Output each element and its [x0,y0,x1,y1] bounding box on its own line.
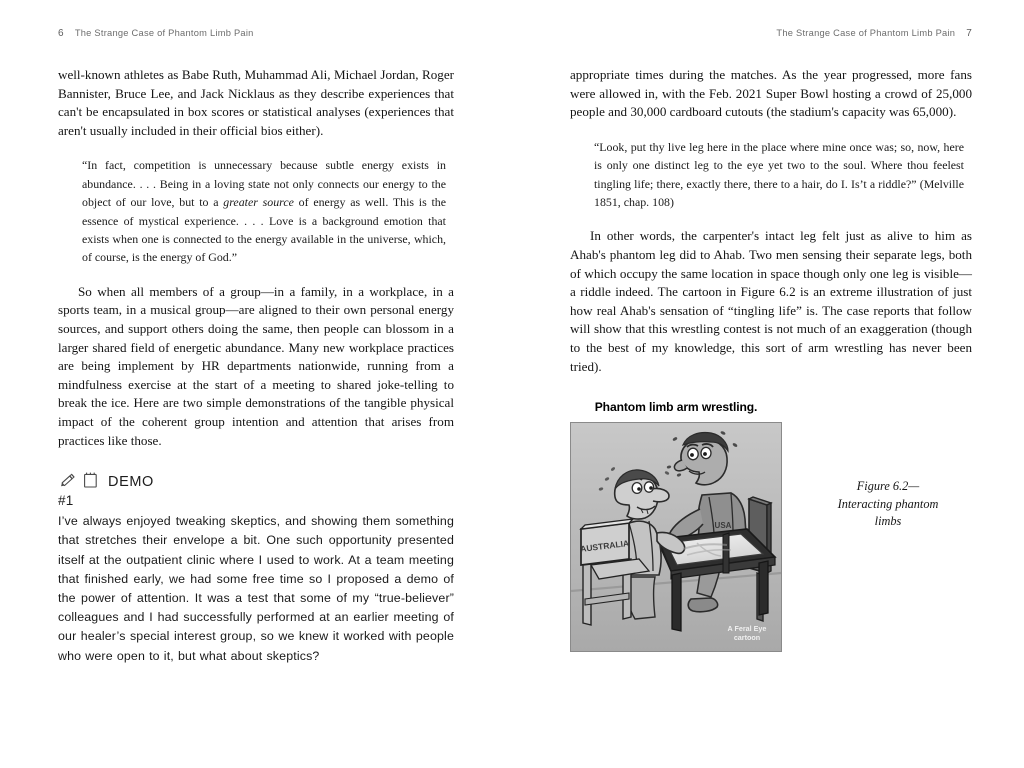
page-right [512,0,1024,768]
blockquote-italic-phrase: greater source [223,195,294,210]
right-paragraph-1: appropriate times during the matches. As the year progressed, more fans were allowed in, with the Feb. 2021 Super Bowl hosting a crowd of 25,000 people and 30,000 cardboard cutouts (the stadium's capacity was 65,000). [570,67,972,120]
folio-right: 7 [966,28,972,39]
running-head-left [58,28,454,44]
folio-left: 6 [58,28,64,39]
figure-6-2 [570,400,972,652]
blockquote-part-2: of energy as well. This is the essence of mystical experience. . . . Love is a background emotion that exists when one is connected to the energy available in the universe, which, of course, is the energy of God.” [82,195,446,265]
caption-line-2: Interacting phantom [837,496,939,511]
caption-line-1: Figure 6.2— [856,479,920,494]
figure-image-column [570,400,782,652]
running-head-title-right: The Strange Case of Phantom Limb Pain [776,28,956,38]
right-paragraph-2: In other words, the carpenter's intact leg felt just as alive to him as Ahab's phantom leg did to Ahab. Two men sensing their separate legs, both of which occupy the same location in space though only one leg is visible—a riddle indeed. The cartoon in Figure 6.2 is an extreme illustration of just how real Ahab's sensation of “tingling life” is. The case reports that follow will show that this wrestling contest is not much of an exaggeration (though to the best of my knowledge, this sort of arm wrestling has never been tried). [570,228,972,374]
shirt-label: USA [714,521,732,531]
signature-line-1: A Feral Eye [727,624,767,634]
demo-body-text: I’ve always enjoyed tweaking skeptics, and showing them something that stretches their envelope a bit. One such opportunity presented itself at the outpatient clinic where I used to work. At a team meeting that finished early, we had some free time so I proposed a demo of the power of attention. It was a test that some of my “true-believer” colleagues and I had successfully performed at an earlier meeting of our healer’s special interest group, so we knew it worked with people who were open to it, but what about skeptics? [58,514,454,663]
running-head-title-left: The Strange Case of Phantom Limb Pain [74,28,254,38]
right-blockquote: “Look, put thy live leg here in the place where mine once was; so, now, here is only one distinct leg to the eye yet two to the soul. Where thou feelest tingling life; there, exactly there, there to a hair, do I. Is’t a riddle?” (Melville 1851, chap. 108) [594,139,964,209]
caption-line-3: limbs [874,514,902,529]
demo-header [58,472,454,492]
demo-number: #1 [58,493,74,509]
cartoon-illustration [571,423,781,651]
notepad-icon [83,471,98,494]
running-head-right [570,28,972,44]
left-blockquote [82,156,446,266]
cartoon-image [570,422,782,652]
pencil-icon [58,471,78,494]
demo-label: DEMO [108,474,154,491]
left-paragraph-2: So when all members of a group—in a family, in a workplace, in a sports team, in a musical group—are aligned to their own personal energy sources, and support others doing the same, then people can blossom in a larger shared field of energetic abundance. Many new workplace practices are being implement by HR departments nationwide, running from a mindfulness exercise at the start of a meeting to shared joke-telling to break the ice. Here are two simple demonstrations of the tangible physical impact of the coherent group intention and attention that arises from practices like those. [58,283,454,448]
figure-caption [782,400,972,531]
blockquote-part-1: “In fact, competition is unnecessary because subtle energy exists in abundance. . . . Being in a loving state not only connects our energy to the object of our love, but to a [82,158,446,210]
cartoon-title: Phantom limb arm wrestling. [594,400,758,415]
left-paragraph-1: well-known athletes as Babe Ruth, Muhammad Ali, Michael Jordan, Roger Bannister, Bruce Lee, and Jack Nicklaus as they describe experiences that can't be encapsulated in box scores or statistical analyses (experiences that aren't usually included in their official bios either). [58,67,454,138]
chair-label: AUSTRALIA [579,538,630,555]
signature-line-2: cartoon [733,633,761,643]
